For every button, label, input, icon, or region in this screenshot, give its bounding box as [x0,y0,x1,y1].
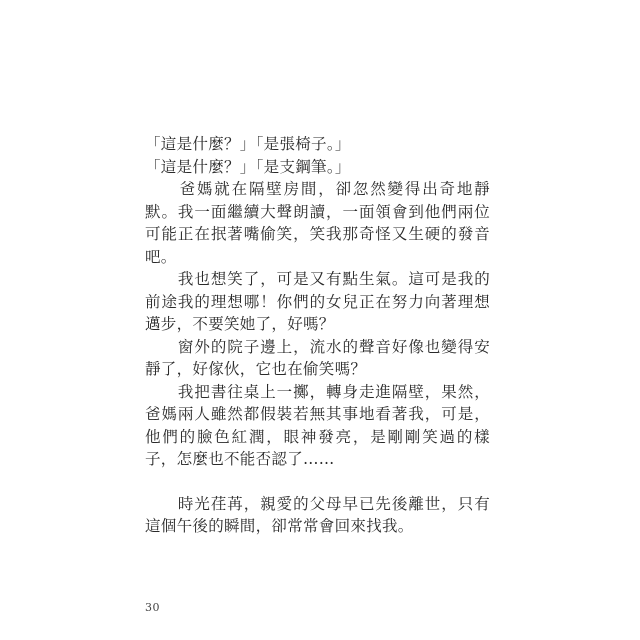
page-number: 30 [145,601,160,614]
paragraph-window: 窗外的院子邊上，流水的聲音好像也變得安靜了，好傢伙，它也在偷笑嗎？ [145,337,490,378]
section-break [145,471,490,493]
paragraph-dialogue-2: 「這是什麼？」「是支鋼筆。」 [145,157,351,176]
paragraph-next-room: 我把書往桌上一擲，轉身走進隔壁，果然，爸媽兩人雖然都假裝若無其事地看著我，可是，他們的臉色紅潤，眼神發亮，是剛剛笑過的樣子，怎麼也不能否認了…… [145,382,490,468]
body-text [145,133,490,538]
paragraph-laugh: 我也想笑了，可是又有點生氣。這可是我的前途我的理想哪！你們的女兒正在努力向著理想邁步，不要笑她了，好嗎？ [145,270,490,333]
paragraph-silence: 爸媽就在隔壁房間，卻忽然變得出奇地靜默。我一面繼續大聲朗讀，一面領會到他們兩位可能正在抿著嘴偷笑，笑我那奇怪又生硬的發音吧。 [145,180,490,266]
paragraph-closing: 時光荏苒，親愛的父母早已先後離世，只有這個午後的瞬間，卻常常會回來找我。 [145,494,490,535]
paragraph-dialogue-1: 「這是什麼？」「是張椅子。」 [145,135,351,153]
